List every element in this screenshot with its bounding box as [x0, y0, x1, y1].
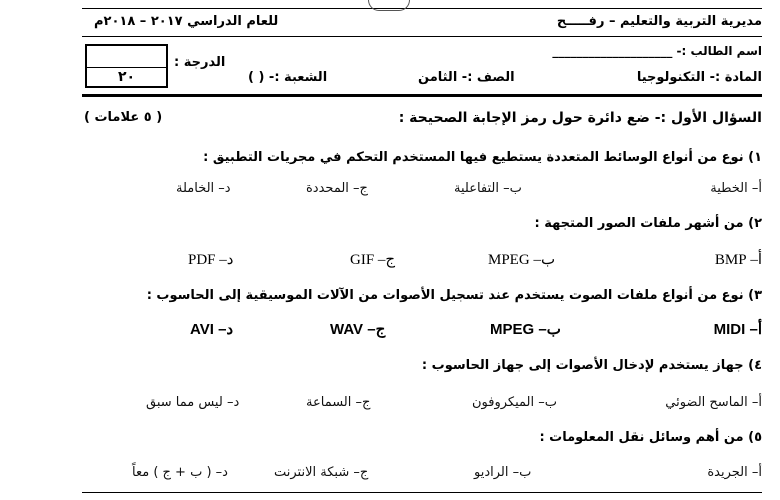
question-title: السؤال الأول :- ضع دائرة حول رمز الإجابة الصحيحة : — [398, 110, 762, 126]
question-marks: ( ٥ علامات ) — [84, 110, 163, 125]
item-5-stem: ٥) من أهم وسائل نقل المعلومات : — [539, 430, 762, 445]
directorate-name: مديرية التربية والتعليم – رفـــــح — [556, 14, 762, 29]
school-year: للعام الدراسي ٢٠١٧ – ٢٠١٨م — [94, 14, 279, 29]
item-4-option-c[interactable]: ج– السماعة — [306, 395, 371, 410]
item-2-stem: ٢) من أشهر ملفات الصور المتجهة : — [534, 216, 762, 231]
item-1-option-a[interactable]: أ– الخطية — [710, 181, 762, 196]
item-3-option-d[interactable]: د– AVI — [190, 321, 234, 338]
item-3-option-b[interactable]: ب– MPEG — [490, 321, 561, 338]
item-4-option-d[interactable]: د– ليس مما سبق — [146, 395, 240, 410]
item-2-option-d[interactable]: د– PDF — [188, 252, 234, 268]
student-name-field: اسم الطالب :- ____________________ — [552, 44, 762, 58]
score-box-divider — [87, 67, 166, 68]
item-5-option-b[interactable]: ب– الراديو — [474, 465, 532, 480]
score-total: ٢٠ — [117, 69, 136, 85]
item-5-option-d[interactable]: د– ( ب + ج ) معاً — [132, 465, 228, 480]
header-divider — [82, 36, 762, 37]
item-1-stem: ١) نوع من أنواع الوسائط المتعددة يستطيع فيها المستخدم التحكم في مجريات التطبيق : — [203, 150, 762, 165]
item-2-option-c[interactable]: ج– GIF — [350, 252, 396, 268]
item-4-stem: ٤) جهاز يستخدم لإدخال الأصوات إلى جهاز الحاسوب : — [421, 358, 762, 373]
item-3-option-c[interactable]: ج– WAV — [330, 321, 386, 338]
class-label: الصف :- الثامن — [418, 70, 515, 85]
item-5-option-c[interactable]: ج– شبكة الانترنت — [274, 465, 369, 480]
top-rule — [82, 0, 762, 9]
item-2-option-a[interactable]: أ– BMP — [714, 252, 762, 268]
item-2-option-b[interactable]: ب– MPEG — [488, 252, 556, 268]
item-1-option-b[interactable]: ب– التفاعلية — [454, 181, 522, 196]
item-3-stem: ٣) نوع من أنواع ملفات الصوت يستخدم عند تسجيل الأصوات من الآلات الموسيقية إلى الحاسوب : — [146, 288, 762, 303]
item-1-option-c[interactable]: ج– المحددة — [306, 181, 368, 196]
subject-label: المادة :- التكنولوجيا — [636, 70, 762, 85]
footer-rule — [82, 492, 762, 493]
score-box — [85, 44, 168, 88]
item-4-option-b[interactable]: ب– الميكروفون — [472, 395, 557, 410]
item-3-option-a[interactable]: أ– MIDI — [713, 321, 762, 338]
score-label: الدرجة : — [174, 55, 226, 70]
item-1-option-d[interactable]: د– الخاملة — [176, 181, 231, 196]
section-label: الشعبة :- ( ) — [248, 70, 328, 85]
item-4-option-a[interactable]: أ– الماسح الضوئي — [665, 395, 762, 410]
section-divider — [82, 94, 762, 97]
item-5-option-a[interactable]: أ– الجريدة — [707, 465, 762, 480]
emblem-icon — [368, 0, 410, 11]
